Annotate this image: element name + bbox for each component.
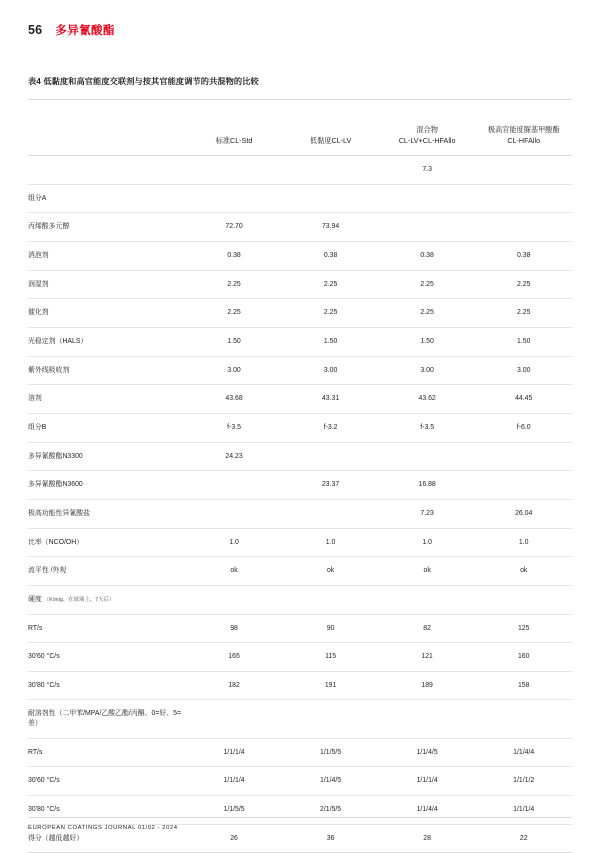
table-row (28, 184, 572, 213)
row-value: 125 (475, 614, 572, 643)
row-value (379, 700, 476, 738)
row-value: 2.25 (186, 270, 283, 299)
row-label (28, 156, 186, 185)
row-value (282, 499, 379, 528)
table-row (28, 585, 572, 614)
row-value: 44.45 (475, 385, 572, 414)
row-label: 比率（NCO/OH） (28, 528, 186, 557)
comparison-table (28, 99, 572, 853)
row-value: 1/1/1/4 (379, 767, 476, 796)
row-value: 24.23 (186, 442, 283, 471)
row-value: 0.38 (186, 241, 283, 270)
table-row (28, 643, 572, 672)
row-value: 2.25 (379, 270, 476, 299)
row-label: 30'60 °C/s (28, 643, 186, 672)
page-header (28, 0, 572, 44)
row-value: 98 (186, 614, 283, 643)
row-value: 16.88 (379, 471, 476, 500)
row-value: 43.62 (379, 385, 476, 414)
table-row (28, 241, 572, 270)
row-label: 30'80 °C/s (28, 796, 186, 825)
page-footer: EUROPEAN COATINGS JOURNAL 01/02 - 2024 (28, 817, 572, 831)
table-row (28, 270, 572, 299)
row-label: 得分（越低越好） (28, 824, 186, 853)
table-row (28, 614, 572, 643)
row-value: f-3.2 (282, 413, 379, 442)
row-value: 1/1/4/5 (282, 767, 379, 796)
row-value: 23.37 (282, 471, 379, 500)
table-row (28, 156, 572, 185)
column-header-label: 极高官能度脲基甲酸酯 (487, 125, 560, 135)
table-row (28, 327, 572, 356)
row-value: 28 (379, 824, 476, 853)
row-value: 1/1/1/4 (186, 767, 283, 796)
row-value: ok (282, 557, 379, 586)
row-value: 2.25 (186, 299, 283, 328)
row-value: 1.50 (186, 327, 283, 356)
row-value: 0.38 (379, 241, 476, 270)
table-row (28, 442, 572, 471)
row-value (186, 184, 283, 213)
row-value: 73.94 (282, 213, 379, 242)
row-value: 2.25 (475, 270, 572, 299)
row-value: 0.38 (282, 241, 379, 270)
row-label: RT/s (28, 738, 186, 767)
row-value: 43.68 (186, 385, 283, 414)
row-value: ok (379, 557, 476, 586)
row-value (282, 156, 379, 185)
row-value (186, 156, 283, 185)
row-label-text: 硬度 (28, 595, 42, 603)
row-value: 1/1/5/5 (282, 738, 379, 767)
row-value (379, 442, 476, 471)
row-value (475, 471, 572, 500)
column-header-sublabel: CL-LV+CL-HFAllo (398, 135, 456, 145)
row-label: 溶剂 (28, 385, 186, 414)
row-label: 润湿剂 (28, 270, 186, 299)
page-number: 56 (28, 23, 43, 37)
row-value (379, 585, 476, 614)
row-value (186, 499, 283, 528)
table-row (28, 213, 572, 242)
row-value: 2.25 (282, 299, 379, 328)
row-value: 36 (282, 824, 379, 853)
row-value: 1/1/1/2 (475, 767, 572, 796)
row-value: 1.0 (475, 528, 572, 557)
row-label (28, 585, 186, 614)
row-value: 160 (475, 643, 572, 672)
column-header-sublabel: CL-HFAllo (507, 135, 541, 145)
row-value: 1.50 (282, 327, 379, 356)
row-value: 1/1/4/5 (379, 738, 476, 767)
row-label: RT/s (28, 614, 186, 643)
row-value: 1/1/1/4 (475, 796, 572, 825)
row-value: 3.00 (475, 356, 572, 385)
table-row (28, 700, 572, 738)
row-value: 1/1/4/4 (379, 796, 476, 825)
row-label: 30'60 °C/s (28, 767, 186, 796)
row-value: 1.0 (186, 528, 283, 557)
column-header-row-label (28, 100, 186, 156)
row-value: 1.50 (379, 327, 476, 356)
row-label: 组分A (28, 184, 186, 213)
row-value: f-3.5 (379, 413, 476, 442)
column-header-hfallo (475, 100, 572, 156)
row-label: 多异氰酸酯N3600 (28, 471, 186, 500)
row-value: 2/1/5/5 (282, 796, 379, 825)
row-value: 7.23 (379, 499, 476, 528)
row-label: 光稳定剂（HALS） (28, 327, 186, 356)
section-title: 多异氰酸酯 (55, 25, 115, 37)
row-value (282, 585, 379, 614)
row-value (379, 213, 476, 242)
row-value: 43.31 (282, 385, 379, 414)
row-value (186, 700, 283, 738)
table-row (28, 413, 572, 442)
row-value: 191 (282, 671, 379, 700)
row-value: 72.70 (186, 213, 283, 242)
row-label: 组分B (28, 413, 186, 442)
row-value (282, 700, 379, 738)
table-row (28, 767, 572, 796)
row-value: ok (475, 557, 572, 586)
row-value: 26.04 (475, 499, 572, 528)
table-row (28, 471, 572, 500)
row-value: 158 (475, 671, 572, 700)
row-value: 1.0 (379, 528, 476, 557)
row-label: 丙烯酸多元醇 (28, 213, 186, 242)
row-label: 催化剂 (28, 299, 186, 328)
row-label: 极高功能性异氰酸盐 (28, 499, 186, 528)
row-value (475, 442, 572, 471)
row-value: 121 (379, 643, 476, 672)
row-value: 3.00 (186, 356, 283, 385)
row-label: 耐溶剂性（二甲苯/MPA/乙酸乙酯/丙酮、0=好、5=差） (28, 700, 186, 738)
table-head (28, 100, 572, 156)
row-value: 90 (282, 614, 379, 643)
row-value: 115 (282, 643, 379, 672)
table-row (28, 499, 572, 528)
column-header-cl-lv (282, 100, 379, 156)
table-row (28, 299, 572, 328)
table-body (28, 156, 572, 853)
column-header-label: 低黏度CL-LV (309, 135, 352, 145)
row-value: 1.0 (282, 528, 379, 557)
row-value: 2.25 (475, 299, 572, 328)
row-value: 1/1/4/4 (475, 738, 572, 767)
row-value: 1.50 (475, 327, 572, 356)
row-value: 26 (186, 824, 283, 853)
row-value: 182 (186, 671, 283, 700)
table-row (28, 738, 572, 767)
row-value (475, 184, 572, 213)
row-label: 流平性 /外观 (28, 557, 186, 586)
row-value: ok (186, 557, 283, 586)
table-header-row (28, 100, 572, 156)
row-value: 2.25 (282, 270, 379, 299)
row-value: 1/1/5/5 (186, 796, 283, 825)
row-value (475, 585, 572, 614)
table-row (28, 528, 572, 557)
row-label-note: （König、在玻璃上、7天后） (43, 596, 115, 603)
column-header-label: 标准CL-Std (215, 135, 253, 145)
row-value: 1/1/1/4 (186, 738, 283, 767)
row-value: 165 (186, 643, 283, 672)
row-value (282, 442, 379, 471)
table-row (28, 557, 572, 586)
row-label: 紫外线吸收剂 (28, 356, 186, 385)
row-value: 2.25 (379, 299, 476, 328)
table-row (28, 356, 572, 385)
row-value: 82 (379, 614, 476, 643)
row-label: 30'80 °C/s (28, 671, 186, 700)
row-value: f-3.5 (186, 413, 283, 442)
row-value: 3.00 (379, 356, 476, 385)
row-label: 多异氰酸酯N3300 (28, 442, 186, 471)
row-value (186, 585, 283, 614)
row-value: 22 (475, 824, 572, 853)
row-value: 3.00 (282, 356, 379, 385)
row-value (475, 700, 572, 738)
table-row (28, 671, 572, 700)
row-value (475, 213, 572, 242)
row-value: 7.3 (379, 156, 476, 185)
row-value: 189 (379, 671, 476, 700)
row-value: 0.38 (475, 241, 572, 270)
table-caption: 表4 低黏度和高官能度交联剂与按其官能度调节的共混物的比较 (28, 77, 259, 86)
row-label: 消泡剂 (28, 241, 186, 270)
row-value (282, 184, 379, 213)
column-header-blend (379, 100, 476, 156)
column-header-label: 混合物 (416, 125, 438, 135)
column-header-cl-std (186, 100, 283, 156)
row-value (379, 184, 476, 213)
table-row (28, 385, 572, 414)
row-value: f-6.0 (475, 413, 572, 442)
row-value (475, 156, 572, 185)
row-value (186, 471, 283, 500)
